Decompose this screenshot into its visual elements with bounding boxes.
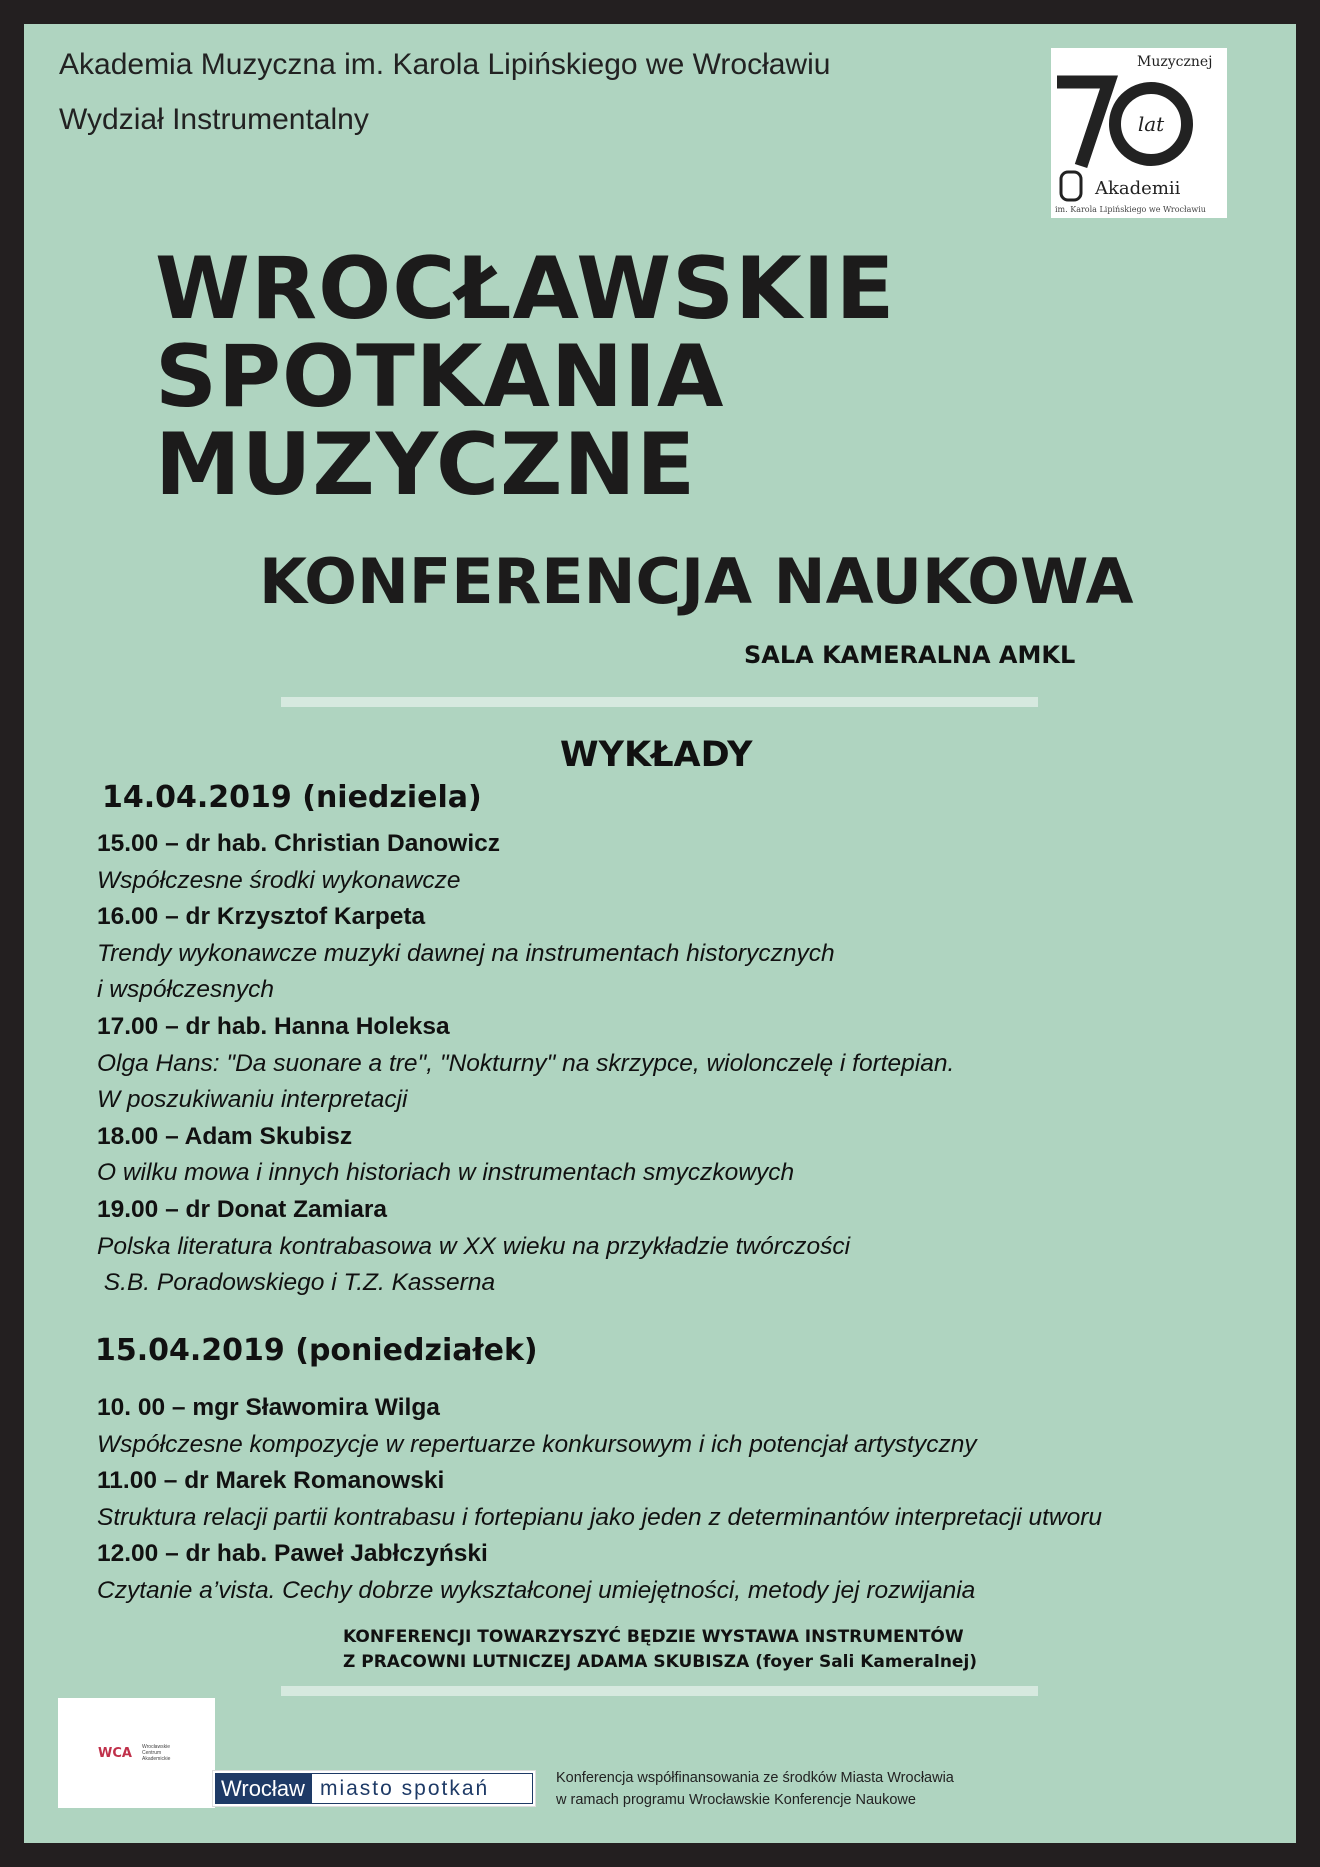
schedule-day-2 [97,1390,1102,1610]
funding-note: Konferencja współfinansowania ze środków Miasta Wrocławia [556,1770,954,1786]
lecture-time-speaker: 10. 00 – mgr Sławomira Wilga [97,1394,440,1421]
lecture-time-speaker: 15.00 – dr hab. Christian Danowicz [97,830,501,857]
wroclaw-logo [212,1770,536,1807]
institution-name: Akademia Muzyczna im. Karola Lipińskiego we Wrocławiu [59,48,831,81]
lecture-time-speaker: 17.00 – dr hab. Hanna Holeksa [97,1012,450,1040]
funding-note: w ramach programu Wrocławskie Konferencje Naukowe [556,1792,916,1808]
wroclaw-logo-left: Wrocław [215,1773,311,1804]
faculty-name: Wydział Instrumentalny [59,103,369,136]
day-date: 14.04.2019 (niedziela) [102,780,482,815]
day-date: 15.04.2019 (poniedziałek) [95,1333,538,1368]
subtitle: KONFERENCJA NAUKOWA [259,545,1134,618]
lecture-topic: i współczesnych [97,976,275,1004]
logo-text-mid: Akademii [1095,178,1181,199]
logo-text-top: Muzycznej [1137,54,1213,70]
wca-logo-text: Wrocławskie Centrum Akademickie [142,1744,171,1762]
lecture-time-speaker: 12.00 – dr hab. Paweł Jabłczyński [97,1540,488,1568]
lecture-topic: W poszukiwaniu interpretacji [97,1086,408,1114]
lecture-topic: Współczesne środki wykonawcze [97,866,461,894]
lecture-topic: Olga Hans: "Da suonare a tre", "Nokturny" na skrzypce, wiolonczelę i fortepian. [97,1049,955,1077]
wca-logo [58,1698,215,1808]
logo-seven [1057,82,1109,166]
logo-lat: lat [1137,112,1165,136]
title-line: MUZYCZNE [155,415,697,515]
title-line: SPOTKANIA [155,327,725,427]
exhibition-note: Z PRACOWNI LUTNICZEJ ADAMA SKUBISZA (foyer Sali Kameralnej) [343,1652,978,1672]
lecture-time-speaker: 16.00 – dr Krzysztof Karpeta [97,903,426,931]
lecture-topic: O wilku mowa i innych historiach w instrumentach smyczkowych [97,1159,795,1187]
wca-logo-mark: WCA [98,1746,132,1761]
lecture-topic: Trendy wykonawcze muzyki dawnej na instrumentach historycznych [97,939,835,967]
lecture-topic: Struktura relacji partii kontrabasu i fortepianu jako jeden z determinantów interpretacji utworu [97,1503,1103,1531]
venue: SALA KAMERALNA AMKL [744,641,1076,669]
lecture-topic: Czytanie a’vista. Cechy dobrze wykształconej umiejętności, metody jej rozwijania [97,1576,976,1604]
lecture-topic: Współczesne kompozycje w repertuarze konkursowym i ich potencjał artystyczny [97,1430,977,1458]
lecture-time-speaker: 11.00 – dr Marek Romanowski [97,1467,445,1495]
divider [281,1686,1038,1696]
event-title [155,239,896,515]
section-heading: WYKŁADY [560,735,753,775]
logo-text-bottom: im. Karola Lipińskiego we Wrocławiu [1055,205,1206,214]
exhibition-note: KONFERENCJI TOWARZYSZYĆ BĘDZIE WYSTAWA INSTRUMENTÓW [343,1627,964,1647]
divider [281,697,1038,707]
lecture-time-speaker: 18.00 – Adam Skubisz [97,1122,353,1150]
anniversary-logo [1051,48,1227,218]
schedule-day-1 [97,826,954,1302]
lecture-topic: Polska literatura kontrabasowa w XX wieku na przykładzie twórczości [97,1232,851,1260]
wroclaw-logo-right: miasto spotkań [311,1773,533,1804]
lyre-icon [1061,172,1081,200]
lecture-time-speaker: 19.00 – dr Donat Zamiara [97,1195,388,1223]
title-line: WROCŁAWSKIE [155,239,896,339]
lecture-topic: S.B. Poradowskiego i T.Z. Kasserna [97,1269,496,1297]
